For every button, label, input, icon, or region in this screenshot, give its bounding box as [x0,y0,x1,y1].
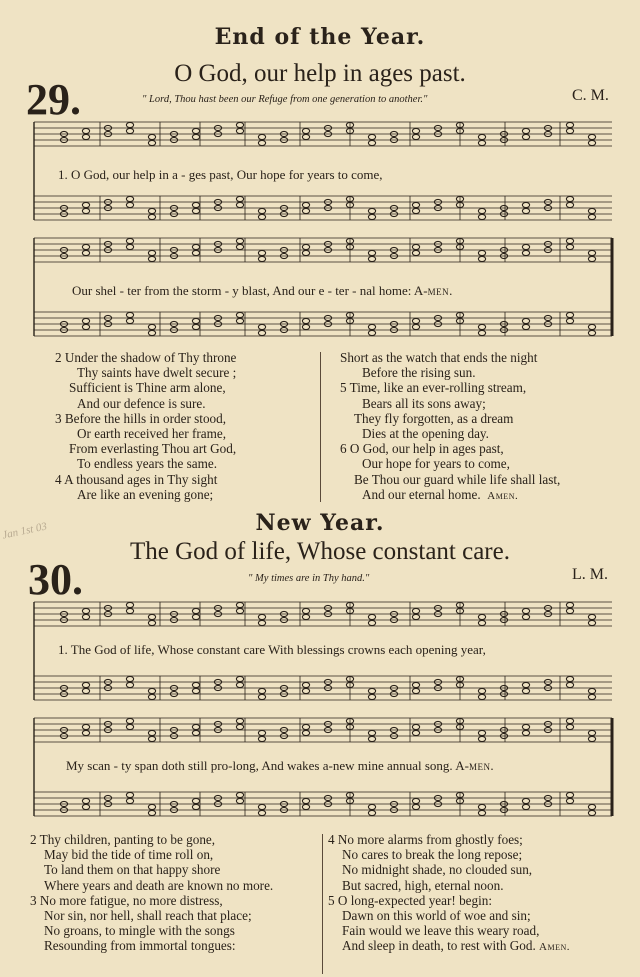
note-head [588,250,595,255]
note-head [82,730,89,735]
lyric-line-30-2 [66,758,494,774]
note-head [82,608,89,613]
note-head [82,134,89,139]
note-head [192,608,199,613]
verse-line: May bid the tide of time roll on, [44,847,214,863]
verses-right-30 [328,832,628,956]
note-head [148,614,155,619]
note-head [522,324,529,329]
lyric-line-29-1: 1. O God, our help in a - ges past, Our hope for years to come, [58,167,383,182]
note-head [368,694,375,699]
note-head [588,736,595,741]
verse-line: They fly forgotten, as a dream [354,410,514,426]
note-head [236,608,243,613]
note-head [148,256,155,261]
note-head [192,244,199,249]
hymn-number-29: 29. [26,75,81,124]
note-head [126,608,133,613]
note-head [82,202,89,207]
note-head [478,688,485,693]
verse-line: Fain would we leave this weary road, [342,923,540,939]
note-head [302,244,309,249]
verse-line: Where years and death are known no more. [44,877,274,893]
note-head [82,804,89,809]
note-head [258,688,265,693]
verse-line: Bears all its sons away; [362,395,486,411]
note-head [82,724,89,729]
note-head [588,214,595,219]
column-divider [320,352,321,502]
hymn-meter-29: C. M. [572,87,609,104]
note-head [412,202,419,207]
verse-line: Resounding from immortal tongues: [44,938,236,954]
note-head [522,608,529,613]
note-head [258,256,265,261]
verse-line: Be Thou our guard while life shall last, [354,471,561,487]
verse-line: To land them on that happy shore [44,862,221,878]
verses-right-29 [340,350,620,504]
note-head [566,608,573,613]
note-head [148,736,155,741]
note-head [522,208,529,213]
note-head [192,804,199,809]
note-head [258,214,265,219]
note-head [368,736,375,741]
amen-label: Amen. [539,941,571,954]
note-head [82,682,89,687]
note-head [522,202,529,207]
note-head [82,324,89,329]
verse-line: Before the rising sun. [362,365,476,381]
note-head [368,256,375,261]
note-head [236,312,243,317]
note-head [588,140,595,145]
hymn-quote-30: " My times are in Thy hand." [248,573,370,584]
note-head [478,614,485,619]
note-head [566,196,573,201]
note-head [478,256,485,261]
note-head [236,128,243,133]
amen-label: men. [427,283,453,298]
note-head [522,134,529,139]
note-head [412,250,419,255]
verse-line: 2 Under the shadow of Thy throne [55,350,237,365]
note-head [368,324,375,329]
note-head [302,614,309,619]
note-head [302,730,309,735]
note-head [148,134,155,139]
note-head [412,724,419,729]
note-head [566,238,573,243]
note-head [412,804,419,809]
note-head [302,724,309,729]
note-head [236,718,243,723]
verse-line: 3 Before the hills in order stood, [55,410,227,426]
note-head [192,318,199,323]
verse-line: Dies at the opening day. [362,426,489,442]
note-head [412,614,419,619]
note-head [368,140,375,145]
note-head [192,250,199,255]
note-head [126,602,133,607]
note-head [302,324,309,329]
hymn-meter-30: L. M. [572,566,608,583]
note-head [126,792,133,797]
verse-line: To endless years the same. [77,456,218,472]
note-head [412,318,419,323]
note-head [192,688,199,693]
note-head [302,804,309,809]
note-head [478,804,485,809]
note-head [126,718,133,723]
note-head [258,810,265,815]
note-head [148,620,155,625]
note-head [478,810,485,815]
note-head [478,330,485,335]
note-head [522,682,529,687]
note-head [258,804,265,809]
note-head [192,798,199,803]
note-head [236,238,243,243]
hymn-quote-29: " Lord, Thou hast been our Refuge from one generation to another." [142,94,428,105]
verse-line: From everlasting Thou art God, [69,441,237,457]
hymn-title-29: O God, our help in ages past. [174,60,466,87]
note-head [126,798,133,803]
note-head [258,250,265,255]
note-head [478,620,485,625]
note-head [302,682,309,687]
note-head [126,312,133,317]
note-head [522,614,529,619]
note-head [412,688,419,693]
note-head [368,214,375,219]
note-head [368,250,375,255]
note-head [302,688,309,693]
note-head [588,208,595,213]
note-head [412,134,419,139]
verse-line: Sufficient is Thine arm alone, [69,380,226,396]
lyric-text: Our shel - ter from the storm - y blast, And our e - ter - nal home: A- [72,283,428,298]
note-head [236,792,243,797]
note-head [236,244,243,249]
lyric-line-30-1: 1. The God of life, Whose constant care With blessings crowns each opening year, [58,642,486,657]
verse-line: 6 O God, our help in ages past, [340,441,504,457]
note-head [82,318,89,323]
note-head [258,208,265,213]
note-head [258,140,265,145]
note-head [148,688,155,693]
verse-line: 4 A thousand ages in Thy sight [55,471,218,487]
verse-line: No groans, to mingle with the songs [44,923,235,939]
note-head [522,128,529,133]
verse-line [340,487,620,504]
verse-line: 4 No more alarms from ghostly foes; [328,832,523,847]
note-head [302,134,309,139]
note-head [368,688,375,693]
note-head [566,602,573,607]
note-head [148,214,155,219]
note-head [566,318,573,323]
note-head [478,134,485,139]
lyric-line-29-2 [72,283,453,299]
verse-line: 2 Thy children, panting to be gone, [30,832,216,847]
note-head [82,250,89,255]
note-head [148,324,155,329]
note-head [566,122,573,127]
note-head [258,324,265,329]
note-head [82,208,89,213]
note-head [192,134,199,139]
note-head [192,614,199,619]
note-head [126,196,133,201]
note-head [478,730,485,735]
note-head [126,128,133,133]
music-score-30 [0,590,640,830]
note-head [126,202,133,207]
note-head [588,324,595,329]
note-head [588,810,595,815]
verse-line: 5 Time, like an ever-rolling stream, [340,380,527,396]
note-head [126,122,133,127]
music-score-29 [0,110,640,350]
note-head [302,128,309,133]
verse-line: Our hope for years to come, [362,456,510,472]
verse-text: And our eternal home. [362,486,481,502]
note-head [302,208,309,213]
column-divider [322,834,323,974]
verses-left-29 [55,350,315,502]
note-head [412,608,419,613]
note-head [148,330,155,335]
note-head [522,730,529,735]
note-head [368,810,375,815]
note-head [258,620,265,625]
note-head [566,676,573,681]
note-head [368,208,375,213]
amen-label: Amen. [487,489,519,502]
verse-line: No cares to break the long repose; [342,847,523,863]
note-head [588,694,595,699]
note-head [412,128,419,133]
note-head [478,208,485,213]
note-head [566,718,573,723]
note-head [148,804,155,809]
note-head [192,128,199,133]
note-head [412,730,419,735]
note-head [368,330,375,335]
note-head [588,330,595,335]
note-head [368,134,375,139]
note-head [82,244,89,249]
note-head [302,250,309,255]
note-head [478,736,485,741]
note-head [368,614,375,619]
note-head [236,682,243,687]
note-head [566,798,573,803]
verse-line: No midnight shade, no clouded sun, [342,862,533,878]
note-head [566,682,573,687]
note-head [566,312,573,317]
note-head [192,682,199,687]
note-head [522,798,529,803]
note-head [192,208,199,213]
verse-line: Nor sin, nor hell, shall reach that place; [44,908,252,924]
note-head [566,244,573,249]
note-head [258,736,265,741]
note-head [566,202,573,207]
note-head [478,250,485,255]
verse-line: 5 O long-expected year! begin: [328,892,493,908]
note-head [236,602,243,607]
note-head [368,804,375,809]
note-head [302,318,309,323]
note-head [82,614,89,619]
section-heading-end-of-year: End of the Year. [214,24,426,50]
note-head [126,244,133,249]
note-head [522,724,529,729]
note-head [412,682,419,687]
note-head [412,324,419,329]
section-heading-new-year: New Year. [255,510,385,536]
note-head [148,208,155,213]
verse-line: And our defence is sure. [77,395,206,411]
note-head [236,122,243,127]
note-head [566,724,573,729]
note-head [258,614,265,619]
note-head [192,730,199,735]
note-head [522,318,529,323]
verse-text: And sleep in death, to rest with God. [342,938,536,954]
margin-pencil-note: Jan 1st 03 [1,520,48,542]
note-head [126,676,133,681]
note-head [368,730,375,735]
note-head [566,792,573,797]
note-head [522,804,529,809]
note-head [302,798,309,803]
verse-line: Short as the watch that ends the night [340,350,538,365]
note-head [412,208,419,213]
verse-line: Dawn on this world of woe and sin; [342,908,531,924]
note-head [588,614,595,619]
note-head [236,202,243,207]
note-head [412,244,419,249]
note-head [82,128,89,133]
note-head [522,688,529,693]
lyric-text: My scan - ty span doth still pro-long, And wakes a-new mine annual song. A- [66,758,469,773]
note-head [522,250,529,255]
note-head [192,202,199,207]
note-head [148,250,155,255]
verse-line: But sacred, high, eternal noon. [342,877,504,893]
note-head [236,318,243,323]
note-head [588,620,595,625]
note-head [478,324,485,329]
note-head [236,798,243,803]
note-head [148,730,155,735]
note-head [258,694,265,699]
note-head [258,134,265,139]
note-head [588,256,595,261]
verse-line [328,938,628,955]
verse-line: Or earth received her frame, [77,426,226,442]
note-head [522,244,529,249]
note-head [148,810,155,815]
verse-line: Thy saints have dwelt secure ; [77,365,237,381]
note-head [588,688,595,693]
note-head [412,798,419,803]
amen-label: men. [468,758,495,773]
note-head [148,694,155,699]
note-head [258,730,265,735]
note-head [82,688,89,693]
note-head [368,620,375,625]
note-head [566,128,573,133]
note-head [478,140,485,145]
hymn-number-30: 30. [28,555,83,604]
note-head [302,202,309,207]
note-head [478,694,485,699]
note-head [302,608,309,613]
note-head [82,798,89,803]
verse-line: 3 No more fatigue, no more distress, [30,892,223,908]
note-head [126,318,133,323]
note-head [148,140,155,145]
note-head [588,730,595,735]
note-head [588,804,595,809]
note-head [126,238,133,243]
note-head [236,724,243,729]
note-head [258,330,265,335]
note-head [126,682,133,687]
verse-line: Are like an evening gone; [77,486,214,502]
note-head [192,324,199,329]
note-head [236,196,243,201]
verses-left-30 [30,832,320,954]
note-head [126,724,133,729]
note-head [588,134,595,139]
note-head [192,724,199,729]
note-head [236,676,243,681]
hymn-title-30: The God of life, Whose constant care. [130,538,510,565]
note-head [478,214,485,219]
